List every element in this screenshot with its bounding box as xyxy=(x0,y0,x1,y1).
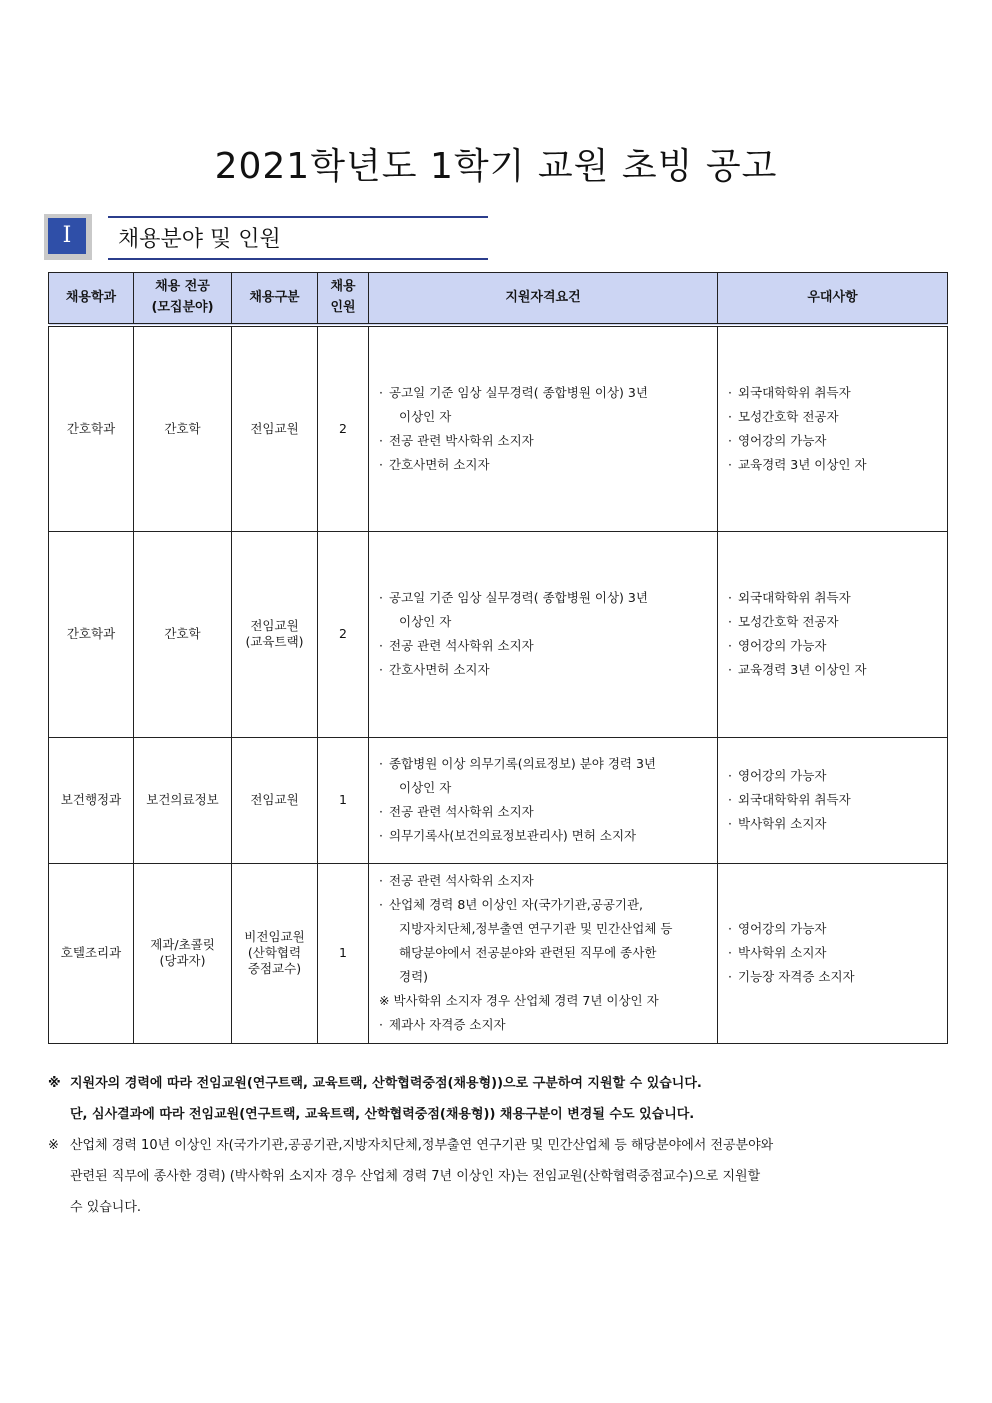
cell-preferences xyxy=(718,325,948,531)
note-2-cont xyxy=(48,1161,948,1192)
cell-count: 1 xyxy=(318,737,369,863)
header-type: 채용구분 xyxy=(232,273,318,326)
cell-type: 전임교원 xyxy=(232,325,318,531)
header-count-line1: 채용 xyxy=(330,279,356,295)
list-item: · 산업체 경력 8년 이상인 자(국가기관,공공기관, xyxy=(379,897,644,912)
note-mark: ※ xyxy=(48,1138,59,1153)
list-item: 해당분야에서 전공분야와 관련된 직무에 종사한 xyxy=(399,945,657,960)
list-item: · 종합병원 이상 의무기록(의료정보) 분야 경력 3년 xyxy=(379,756,656,771)
list-item: · 공고일 기준 임상 실무경력( 종합병원 이상) 3년 xyxy=(379,384,648,400)
list-item: · 외국대학학위 취득자 xyxy=(728,792,851,807)
header-major xyxy=(134,273,232,326)
cell-major: 보건의료정보 xyxy=(134,737,232,863)
list-item: · 교육경력 3년 이상인 자 xyxy=(728,456,867,472)
cell-major-line1: 제과/초콜릿 xyxy=(150,936,215,952)
header-department: 채용학과 xyxy=(49,273,134,326)
cell-type xyxy=(232,531,318,737)
list-item: 경력) xyxy=(399,969,429,984)
cell-qualifications xyxy=(369,737,718,863)
list-item: · 제과사 자격증 소지자 xyxy=(379,1017,506,1032)
list-item: · 전공 관련 석사학위 소지자 xyxy=(379,804,534,819)
cell-type-line2: (교육트랙) xyxy=(245,634,304,649)
cell-major xyxy=(134,863,232,1043)
note-2-line-3: 수 있습니다. xyxy=(70,1200,142,1215)
section-number: I xyxy=(48,218,86,254)
cell-qualifications xyxy=(369,531,718,737)
list-item: · 영어강의 가능자 xyxy=(728,638,827,653)
list-item: · 간호사면허 소지자 xyxy=(379,456,490,472)
list-item: · 기능장 자격증 소지자 xyxy=(728,969,855,984)
section-header xyxy=(44,214,490,260)
table-row xyxy=(49,531,948,737)
list-item: · 전공 관련 석사학위 소지자 xyxy=(379,638,534,653)
header-preferences: 우대사항 xyxy=(718,273,948,326)
cell-preferences xyxy=(718,863,948,1043)
table-header-row xyxy=(49,273,948,326)
recruitment-table xyxy=(48,272,948,1044)
cell-department: 호텔조리과 xyxy=(49,863,134,1043)
note-2-line-1: 산업체 경력 10년 이상인 자(국가기관,공공기관,지방자치단체,정부출연 연구기관 및 민간산업체 등 해당분야에서 전공분야와 xyxy=(70,1138,774,1153)
cell-preferences xyxy=(718,737,948,863)
list-item: · 의무기록사(보건의료정보관리사) 면허 소지자 xyxy=(379,828,637,843)
list-item: · 영어강의 가능자 xyxy=(728,921,827,936)
list-item: · 외국대학학위 취득자 xyxy=(728,384,851,400)
cell-qualifications xyxy=(369,863,718,1043)
cell-type-line1: 전임교원 xyxy=(250,617,299,633)
cell-type-line3: 중점교수) xyxy=(247,961,302,977)
cell-major: 간호학 xyxy=(134,325,232,531)
header-major-line2: (모집분야) xyxy=(151,300,214,315)
cell-department: 간호학과 xyxy=(49,325,134,531)
cell-department: 보건행정과 xyxy=(49,737,134,863)
note-1-cont xyxy=(48,1099,948,1130)
header-major-line1: 채용 전공 xyxy=(155,279,210,295)
cell-count: 2 xyxy=(318,531,369,737)
header-qualifications: 지원자격요건 xyxy=(369,273,718,326)
list-item: · 공고일 기준 임상 실무경력( 종합병원 이상) 3년 xyxy=(379,590,648,605)
list-item: · 간호사면허 소지자 xyxy=(379,662,490,677)
cell-major: 간호학 xyxy=(134,531,232,737)
list-item: 이상인 자 xyxy=(399,780,452,795)
note-2 xyxy=(48,1130,948,1161)
list-item: 이상인 자 xyxy=(399,614,452,629)
cell-count: 1 xyxy=(318,863,369,1043)
list-item: ※ 박사학위 소지자 경우 산업체 경력 7년 이상인 자 xyxy=(379,993,659,1008)
note-2-cont2 xyxy=(48,1192,948,1223)
table-row xyxy=(49,325,948,531)
note-1-line-1: 지원자의 경력에 따라 전임교원(연구트랙, 교육트랙, 산학협력중점(채용형))으로 구분하여 지원할 수 있습니다. xyxy=(70,1076,702,1091)
section-title-box xyxy=(108,216,488,260)
table-row xyxy=(49,863,948,1043)
list-item: 지방자치단체,정부출연 연구기관 및 민간산업체 등 xyxy=(399,921,673,936)
list-item: · 교육경력 3년 이상인 자 xyxy=(728,662,867,677)
list-item: · 영어강의 가능자 xyxy=(728,768,827,783)
cell-preferences xyxy=(718,531,948,737)
section-title: 채용분야 및 인원 xyxy=(118,227,281,252)
cell-type: 전임교원 xyxy=(232,737,318,863)
header-count-line2: 인원 xyxy=(330,300,356,315)
cell-type-line1: 비전임교원 xyxy=(244,928,305,944)
table-row xyxy=(49,737,948,863)
header-count xyxy=(318,273,369,326)
notes xyxy=(48,1068,948,1223)
note-1-line-2: 단, 심사결과에 따라 전임교원(연구트랙, 교육트랙, 산학협력중점(채용형)) 채용구분이 변경될 수도 있습니다. xyxy=(70,1107,695,1122)
note-mark: ※ xyxy=(48,1076,61,1091)
cell-major-line2: (당과자) xyxy=(159,953,206,968)
list-item: · 전공 관련 석사학위 소지자 xyxy=(379,873,534,888)
cell-count: 2 xyxy=(318,325,369,531)
section-number-box xyxy=(44,214,92,260)
note-1 xyxy=(48,1068,948,1099)
list-item: 이상인 자 xyxy=(399,408,452,424)
list-item: · 박사학위 소지자 xyxy=(728,945,827,960)
list-item: · 전공 관련 박사학위 소지자 xyxy=(379,432,534,448)
list-item: · 영어강의 가능자 xyxy=(728,432,827,448)
cell-department: 간호학과 xyxy=(49,531,134,737)
cell-qualifications xyxy=(369,325,718,531)
cell-type xyxy=(232,863,318,1043)
list-item: · 외국대학학위 취득자 xyxy=(728,590,851,605)
list-item: · 모성간호학 전공자 xyxy=(728,408,839,424)
list-item: · 박사학위 소지자 xyxy=(728,816,827,831)
page-title: 2021학년도 1학기 교원 초빙 공고 xyxy=(214,146,778,187)
cell-type-line2: (산학협력 xyxy=(247,944,302,960)
note-2-line-2: 관련된 직무에 종사한 경력) (박사학위 소지자 경우 산업체 경력 7년 이상인 자)는 전임교원(산학협력중점교수)으로 지원할 xyxy=(70,1169,761,1184)
list-item: · 모성간호학 전공자 xyxy=(728,614,839,629)
